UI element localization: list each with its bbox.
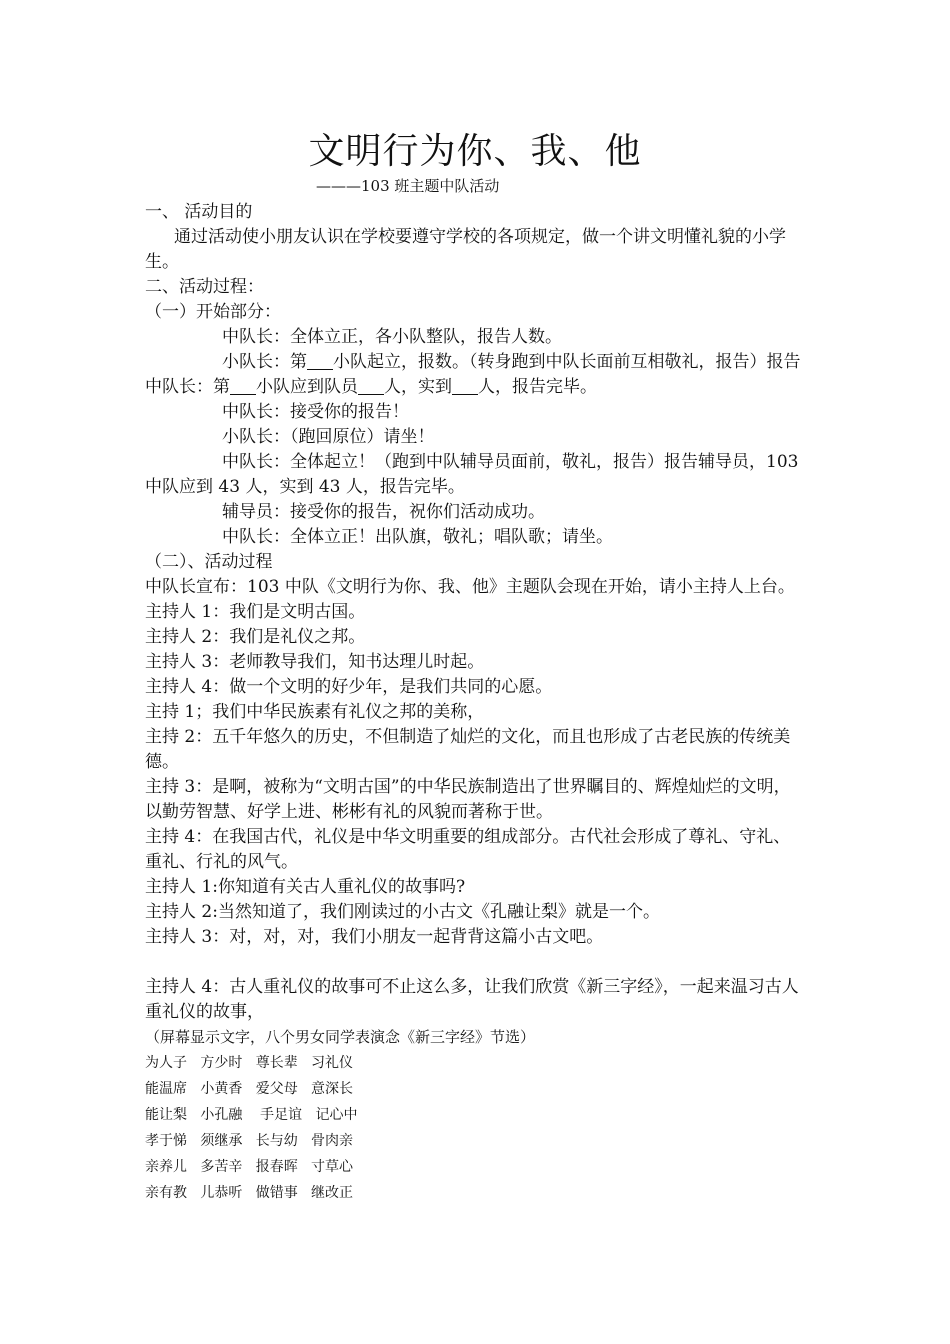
dialogue-line: 小队长：第 小队起立，报数。（转身跑到中队长面前互相敬礼，报告）报告中队长：第 小队应到队员 人，实到 人，报告完毕。 [145, 352, 801, 397]
dialogue-line: 主持人 1:你知道有关古人重礼仪的故事吗? [145, 877, 466, 897]
dialogue-line: 主持人 4：做一个文明的好少年，是我们共同的心愿。 [145, 677, 553, 697]
dialogue-line: 中队长：全体立正！出队旗，敬礼；唱队歌；请坐。 [222, 527, 613, 547]
verse-line: 为人子 方少时 尊长辈 习礼仪 [145, 1055, 354, 1071]
dialogue-line: 中队长：全体立正，各小队整队，报告人数。 [222, 327, 562, 347]
verse-line: 亲有教 儿恭听 做错事 继改正 [145, 1185, 354, 1201]
subsection-heading: （一）开始部分： [145, 302, 281, 322]
verse-line: 能让梨 小孔融 手足谊 记心中 [145, 1107, 358, 1123]
fill-blank [307, 351, 333, 370]
document-body [145, 200, 805, 1206]
dialogue-line: 主持人 4：古人重礼仪的故事可不止这么多，让我们欣赏《新三字经》，一起来温习古人重礼仪的故事， [145, 977, 799, 1022]
section-heading: 二、活动过程： [145, 277, 264, 297]
dialogue-line: 主持人 1：我们是文明古国。 [145, 602, 366, 622]
document-title: 文明行为你、我、他 [308, 131, 642, 172]
paragraph: 通过活动使小朋友认识在学校要遵守学校的各项规定，做一个讲文明懂礼貌的小学生。 [145, 227, 786, 272]
paragraph: 中队长宣布：103 中队《文明行为你、我、他》主题队会现在开始，请小主持人上台。 [145, 577, 795, 597]
dialogue-line: 主持 1；我们中华民族素有礼仪之邦的美称， [145, 702, 485, 722]
dialogue-line: 主持 3：是啊，被称为“文明古国”的中华民族制造出了世界瞩目的、辉煌灿烂的文明，以勤劳智慧、好学上进、彬彬有礼的风貌而著称于世。 [145, 777, 791, 822]
dialogue-line: 中队长：全体起立！（跑到中队辅导员面前，敬礼，报告）报告辅导员，103 中队应到 43 人，实到 43 人，报告完毕。 [145, 452, 799, 497]
dialogue-line: 主持人 2：我们是礼仪之邦。 [145, 627, 366, 647]
subsection-heading: （二）、活动过程 [145, 552, 273, 572]
dialogue-line: 主持 4：在我国古代，礼仪是中华文明重要的组成部分。古代社会形成了尊礼、守礼、重礼、行礼的风气。 [145, 827, 791, 872]
dialogue-line: 主持人 2:当然知道了，我们刚读过的小古文《孔融让梨》就是一个。 [145, 902, 660, 922]
dialogue-line: 中队长：接受你的报告！ [222, 402, 409, 422]
dialogue-line: 辅导员：接受你的报告，祝你们活动成功。 [222, 502, 545, 522]
fill-blank [452, 376, 478, 395]
dialogue-line: 主持 2：五千年悠久的历史，不但制造了灿烂的文化，而且也形成了古老民族的传统美德。 [145, 727, 791, 772]
fill-blank [358, 376, 384, 395]
stage-note: （屏幕显示文字，八个男女同学表演念《新三字经》节选） [145, 1028, 536, 1046]
dialogue-line: 主持人 3：老师教导我们，知书达理儿时起。 [145, 652, 485, 672]
spacer [145, 950, 805, 975]
verse-line: 亲养儿 多苦辛 报春晖 寸草心 [145, 1159, 354, 1175]
section-heading: 一、 活动目的 [145, 202, 253, 222]
fill-blank [230, 376, 256, 395]
dialogue-line: 主持人 3：对，对，对，我们小朋友一起背背这篇小古文吧。 [145, 927, 604, 947]
verse-line: 孝于悌 须继承 长与幼 骨肉亲 [145, 1133, 354, 1149]
document-subtitle: ———103 班主题中队活动 [316, 177, 500, 195]
verse-line: 能温席 小黄香 爱父母 意深长 [145, 1081, 354, 1097]
dialogue-line: 小队长：（跑回原位）请坐！ [222, 427, 435, 447]
